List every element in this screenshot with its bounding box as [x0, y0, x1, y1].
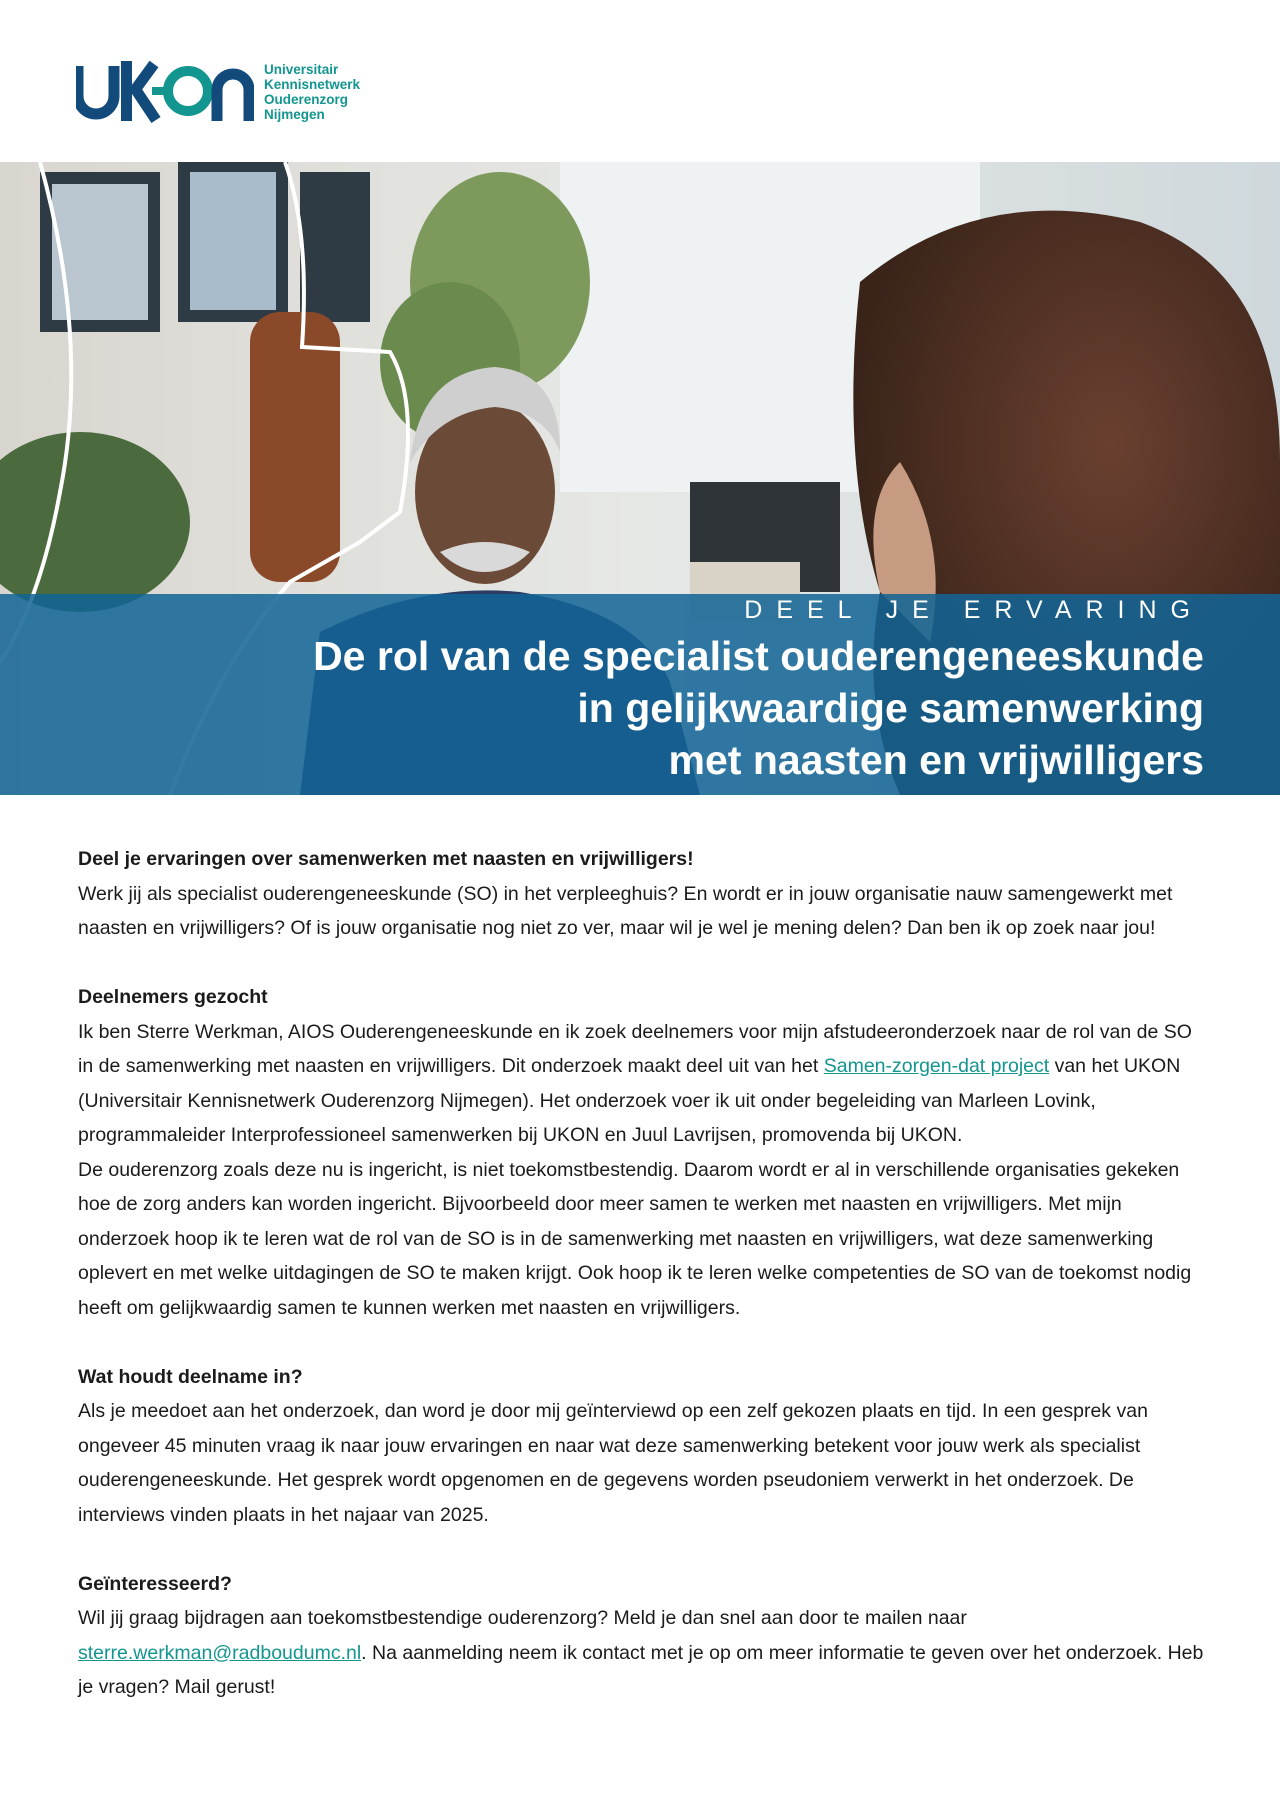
- logo-line-1: Universitair: [264, 62, 339, 77]
- section-participants: [78, 980, 1206, 1325]
- intro-heading: Deel je ervaringen over samenwerken met naasten en vrijwilligers!: [78, 848, 694, 870]
- participants-text-end: van het UKON (Universitair Kennisnetwerk Ouderenzorg Nijmegen). Het onderzoek voer ik uit onder begeleiding van Marleen Lovink, programmaleider Interprofessioneel samenwerken bij UKON en Juul Lavrijsen, promovenda bij UKON.: [78, 1055, 1181, 1146]
- logo-line-2: Kennisnetwerk: [264, 77, 361, 92]
- hero-section: [0, 162, 1280, 795]
- participants-text: [78, 1015, 1206, 1153]
- hero-title-line-1: De rol van de specialist ouderengeneeskunde: [313, 633, 1204, 679]
- ukon-wordmark-icon: [76, 58, 254, 124]
- intro-text: Werk jij als specialist ouderengeneeskunde (SO) in het verpleeghuis? En wordt er in jouw organisatie nauw samengewerkt met naasten en vrijwilligers? Of is jouw organisatie nog niet zo ver, maar wil je wel je mening delen? Dan ben ik op zoek naar jou!: [78, 882, 1173, 939]
- email-link[interactable]: sterre.werkman@radboudumc.nl: [78, 1641, 362, 1664]
- interested-text: [78, 1601, 1206, 1705]
- logo-line-4: Nijmegen: [264, 107, 325, 122]
- participation-heading: Wat houdt deelname in?: [78, 1365, 303, 1388]
- hero-title: [154, 630, 1204, 786]
- participants-paragraph-2: De ouderenzorg zoals deze nu is ingericht, is niet toekomstbestendig. Daarom wordt er al in verschillende organisaties gekeken hoe de zorg anders kan worden ingericht. Bijvoorbeeld door meer samen te werken met naasten en vrijwilligers. Met mijn onderzoek hoop ik te leren wat de rol van de SO is in de samenwerking met naasten en vrijwilligers, wat deze samenwerking oplevert en met welke uitdagingen de SO te maken krijgt. Ook hoop ik te leren welke competenties de SO van de toekomst nodig heeft om gelijkwaardig samen te kunnen werken met naasten en vrijwilligers.: [78, 1158, 1192, 1319]
- participation-text: Als je meedoet aan het onderzoek, dan word je door mij geïnterviewd op een zelf gekozen plaats en tijd. In een gesprek van ongeveer 45 minuten vraag ik naar jouw ervaringen en naar wat deze samenwerking betekent voor jouw werk als specialist ouderengeneeskunde. Het gesprek wordt opgenomen en de gegevens worden pseudoniem verwerkt in het onderzoek. De interviews vinden plaats in het najaar van 2025.: [78, 1400, 1148, 1526]
- participants-text-start: Ik ben Sterre Werkman, AIOS Ouderengeneeskunde en ik zoek deelnemers voor mijn afstudeeronderzoek naar de rol van de SO in de samenwerking met naasten en vrijwilligers. Dit onderzoek maakt deel uit van het: [78, 1020, 1192, 1077]
- interested-heading: Geïnteresseerd?: [78, 1572, 232, 1595]
- hero-eyebrow: DEEL JE ERVARING: [744, 596, 1204, 624]
- ukon-logo: [76, 58, 376, 128]
- participants-heading: Deelnemers gezocht: [78, 986, 268, 1008]
- section-interested: [78, 1567, 1206, 1705]
- hero-title-line-2: in gelijkwaardige samenwerking: [577, 685, 1204, 731]
- article-body: [78, 842, 1206, 1739]
- section-participation: [78, 1360, 1206, 1533]
- interested-text-end: . Na aanmelding neem ik contact met je op om meer informatie te geven over het onderzoek. Heb je vragen? Mail gerust!: [78, 1641, 1204, 1698]
- logo-line-3: Ouderenzorg: [264, 92, 349, 107]
- interested-text-start: Wil jij graag bijdragen aan toekomstbestendige ouderenzorg? Meld je dan snel aan door te mailen naar: [78, 1607, 967, 1629]
- section-intro: [78, 842, 1206, 946]
- hero-title-line-3: met naasten en vrijwilligers: [668, 737, 1204, 783]
- samen-zorgen-dat-project-link[interactable]: Samen-zorgen-dat project: [823, 1055, 1050, 1077]
- logo-text: [264, 62, 360, 122]
